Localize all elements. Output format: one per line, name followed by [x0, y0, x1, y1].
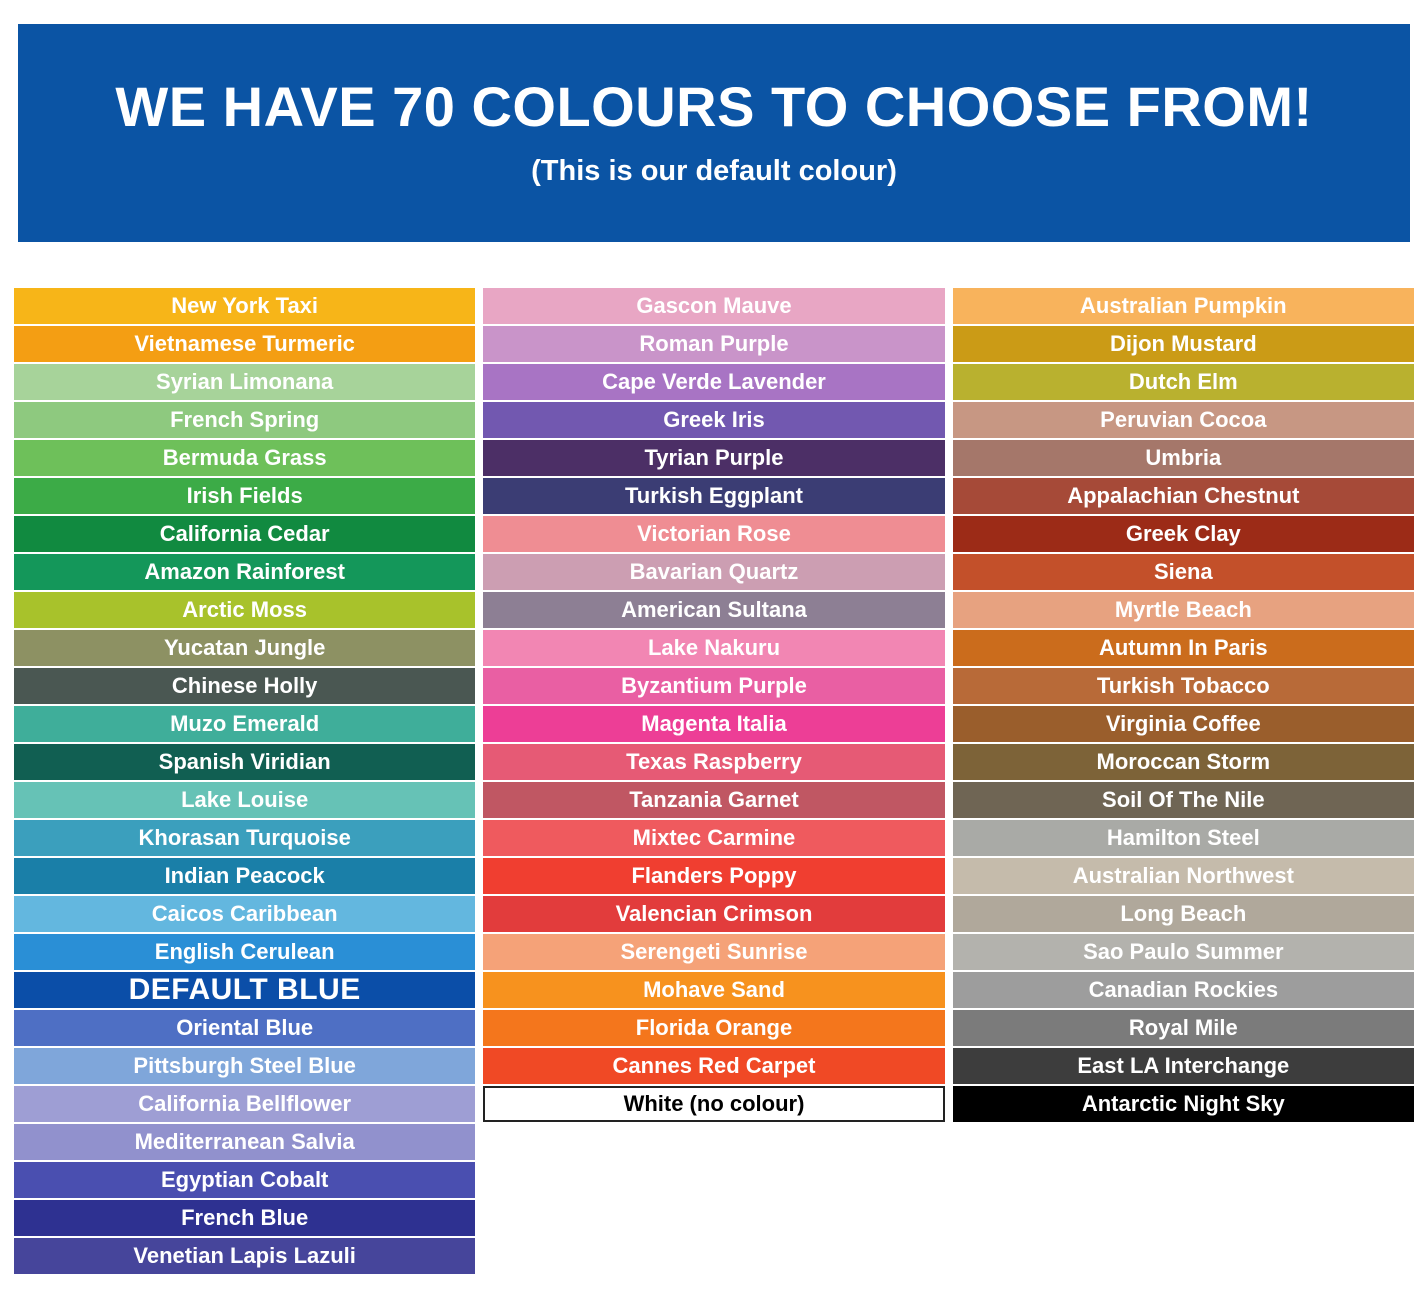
colour-swatch[interactable] — [953, 858, 1414, 894]
colour-swatch-label: Soil Of The Nile — [1102, 787, 1265, 812]
colour-swatch[interactable] — [14, 1048, 475, 1084]
colour-swatch[interactable] — [14, 858, 475, 894]
colour-swatch-label: DEFAULT BLUE — [128, 973, 361, 1006]
colour-swatch-label: California Bellflower — [138, 1091, 352, 1116]
colour-swatch-label: Tanzania Garnet — [629, 787, 799, 812]
colour-swatch-label: Florida Orange — [635, 1015, 793, 1040]
colour-swatch-label: White (no colour) — [623, 1091, 805, 1116]
colour-swatch[interactable] — [14, 1238, 475, 1274]
colour-swatch-label: Long Beach — [1120, 901, 1247, 926]
swatch-column-2 — [483, 288, 944, 1274]
colour-swatch-label: Myrtle Beach — [1114, 597, 1252, 622]
colour-swatch-label: English Cerulean — [154, 939, 335, 964]
colour-swatch[interactable] — [14, 364, 475, 400]
colour-swatch[interactable] — [14, 478, 475, 514]
colour-swatch[interactable] — [14, 288, 475, 324]
colour-swatch[interactable] — [953, 288, 1414, 324]
colour-swatch-label: Autumn In Paris — [1098, 635, 1268, 660]
colour-swatch[interactable] — [483, 288, 944, 324]
colour-swatch-label: Serengeti Sunrise — [620, 939, 808, 964]
colour-swatch[interactable] — [483, 402, 944, 438]
colour-swatch[interactable] — [14, 1162, 475, 1198]
swatch-column-1 — [14, 288, 475, 1274]
colour-swatch-label: Khorasan Turquoise — [138, 825, 351, 850]
header-banner — [18, 24, 1410, 242]
page-title: WE HAVE 70 COLOURS TO CHOOSE FROM! — [115, 75, 1313, 139]
colour-swatch[interactable] — [953, 744, 1414, 780]
colour-swatch[interactable] — [483, 820, 944, 856]
colour-swatch-label: Flanders Poppy — [631, 863, 797, 888]
colour-swatch-label: Lake Louise — [181, 787, 309, 812]
colour-swatch-label: Bavarian Quartz — [629, 559, 799, 584]
colour-swatch-label: Egyptian Cobalt — [160, 1167, 329, 1192]
colour-swatch-label: East LA Interchange — [1077, 1053, 1290, 1078]
colour-swatch[interactable] — [953, 782, 1414, 818]
colour-swatch[interactable] — [14, 896, 475, 932]
swatch-column-3 — [953, 288, 1414, 1274]
colour-swatch-label: Peruvian Cocoa — [1100, 407, 1267, 432]
colour-swatch[interactable] — [14, 782, 475, 818]
colour-swatch-label: Mixtec Carmine — [632, 825, 796, 850]
colour-swatch-label: Turkish Tobacco — [1096, 673, 1270, 698]
colour-swatch[interactable] — [483, 440, 944, 476]
colour-swatch[interactable] — [483, 896, 944, 932]
colour-swatch[interactable] — [14, 1086, 475, 1122]
colour-swatch[interactable] — [14, 440, 475, 476]
colour-swatch-label: Australian Northwest — [1072, 863, 1294, 888]
colour-swatch-label: Byzantium Purple — [621, 673, 807, 698]
colour-swatch-label: Lake Nakuru — [647, 635, 781, 660]
colour-swatch[interactable] — [953, 820, 1414, 856]
colour-swatch-label: Oriental Blue — [176, 1015, 314, 1040]
colour-swatch-label: Greek Clay — [1125, 521, 1241, 546]
colour-swatch-label: Canadian Rockies — [1088, 977, 1279, 1002]
colour-swatch[interactable] — [483, 630, 944, 666]
colour-swatch-label: Appalachian Chestnut — [1067, 483, 1300, 508]
colour-swatch-label: Spanish Viridian — [158, 749, 331, 774]
colour-swatch-label: Yucatan Jungle — [163, 635, 326, 660]
colour-swatch-label: Victorian Rose — [637, 521, 791, 546]
colour-swatch-label: Valencian Crimson — [615, 901, 813, 926]
colour-swatch-label: Australian Pumpkin — [1080, 293, 1287, 318]
colour-swatch-label: French Spring — [170, 407, 320, 432]
colour-swatch[interactable] — [953, 592, 1414, 628]
colour-swatch[interactable] — [483, 592, 944, 628]
colour-swatch[interactable] — [14, 668, 475, 704]
colour-swatch-label: New York Taxi — [171, 293, 319, 318]
colour-swatch[interactable] — [14, 592, 475, 628]
colour-swatch[interactable] — [483, 972, 944, 1008]
colour-swatch[interactable] — [14, 402, 475, 438]
colour-swatch-label: Antarctic Night Sky — [1081, 1091, 1285, 1116]
colour-swatch-label: Texas Raspberry — [626, 749, 802, 774]
colour-swatch-label: Cape Verde Lavender — [602, 369, 826, 394]
colour-swatch[interactable] — [953, 630, 1414, 666]
colour-swatch[interactable] — [14, 1010, 475, 1046]
colour-swatch-label: Syrian Limonana — [156, 369, 334, 394]
page-subtitle: (This is our default colour) — [531, 154, 897, 187]
colour-swatch-label: Sao Paulo Summer — [1083, 939, 1284, 964]
colour-swatch[interactable] — [14, 630, 475, 666]
colour-swatch[interactable] — [14, 1200, 475, 1236]
colour-swatch[interactable] — [953, 554, 1414, 590]
colour-swatch-label: Venetian Lapis Lazuli — [133, 1243, 356, 1268]
colour-swatch-label: Dijon Mustard — [1109, 331, 1257, 356]
colour-swatch[interactable] — [953, 668, 1414, 704]
colour-swatch[interactable] — [483, 706, 944, 742]
colour-swatch[interactable] — [953, 934, 1414, 970]
colour-swatch[interactable] — [14, 820, 475, 856]
colour-swatch[interactable] — [483, 478, 944, 514]
colour-swatch-label: Hamilton Steel — [1106, 825, 1260, 850]
colour-swatch[interactable] — [953, 896, 1414, 932]
colour-swatch-label: Muzo Emerald — [170, 711, 320, 736]
colour-swatch-label: Magenta Italia — [641, 711, 787, 736]
colour-swatch-label: Cannes Red Carpet — [612, 1053, 816, 1078]
colour-swatch-label: Indian Peacock — [164, 863, 325, 888]
colour-swatch-label: French Blue — [181, 1205, 309, 1230]
colour-swatch-label: Irish Fields — [186, 483, 303, 508]
colour-swatch[interactable] — [14, 516, 475, 552]
colour-swatch[interactable] — [483, 782, 944, 818]
colour-swatch-label: Roman Purple — [639, 331, 789, 356]
colour-swatch-label: Gascon Mauve — [636, 293, 792, 318]
colour-swatch-label: Moroccan Storm — [1096, 749, 1271, 774]
colour-swatch[interactable] — [14, 554, 475, 590]
colour-swatch[interactable] — [953, 1010, 1414, 1046]
colour-swatch[interactable] — [953, 440, 1414, 476]
colour-swatch-label: Turkish Eggplant — [624, 483, 804, 508]
colour-swatch[interactable] — [14, 744, 475, 780]
colour-swatch[interactable] — [953, 364, 1414, 400]
colour-swatch[interactable] — [483, 934, 944, 970]
colour-swatch[interactable] — [483, 326, 944, 362]
colour-swatch-label: California Cedar — [159, 521, 330, 546]
colour-swatch[interactable] — [483, 1086, 944, 1122]
colour-swatch-label: Virginia Coffee — [1105, 711, 1261, 736]
colour-swatch-label: Arctic Moss — [182, 597, 308, 622]
colour-swatch-label: Chinese Holly — [171, 673, 318, 698]
colour-swatch-label: Tyrian Purple — [644, 445, 784, 470]
colour-swatch-label: Siena — [1153, 559, 1213, 584]
colour-swatch[interactable] — [483, 858, 944, 894]
colour-swatch-label: Caicos Caribbean — [151, 901, 338, 926]
colour-swatch[interactable] — [483, 668, 944, 704]
colour-swatch[interactable] — [953, 478, 1414, 514]
colour-swatch[interactable] — [953, 1048, 1414, 1084]
colour-swatch[interactable] — [483, 1048, 944, 1084]
colour-swatch-label: Pittsburgh Steel Blue — [133, 1053, 356, 1078]
colour-swatch-label: Vietnamese Turmeric — [134, 331, 355, 356]
colour-swatch-label: Royal Mile — [1128, 1015, 1238, 1040]
colour-swatch-label: Greek Iris — [663, 407, 765, 432]
colour-swatch[interactable] — [14, 1124, 475, 1160]
colour-swatch[interactable] — [953, 402, 1414, 438]
colour-swatch[interactable] — [14, 972, 475, 1008]
colour-swatch-label: American Sultana — [621, 597, 807, 622]
colour-swatch-label: Dutch Elm — [1128, 369, 1238, 394]
colour-swatch[interactable] — [483, 1010, 944, 1046]
colour-swatch[interactable] — [953, 1086, 1414, 1122]
colour-swatch-label: Mohave Sand — [643, 977, 785, 1002]
colour-swatch[interactable] — [14, 934, 475, 970]
colour-swatch[interactable] — [953, 326, 1414, 362]
colour-swatch-label: Umbria — [1145, 445, 1222, 470]
colour-swatch-label: Amazon Rainforest — [144, 559, 345, 584]
colour-swatch[interactable] — [14, 706, 475, 742]
colour-swatch[interactable] — [953, 706, 1414, 742]
colour-swatch[interactable] — [14, 326, 475, 362]
colour-swatch-label: Mediterranean Salvia — [134, 1129, 355, 1154]
colour-swatch[interactable] — [483, 554, 944, 590]
colour-swatch-label: Bermuda Grass — [162, 445, 327, 470]
colour-swatch[interactable] — [483, 364, 944, 400]
colour-swatch[interactable] — [483, 744, 944, 780]
colour-swatch[interactable] — [953, 516, 1414, 552]
colour-swatch[interactable] — [483, 516, 944, 552]
swatch-grid — [14, 288, 1414, 1274]
colour-swatch[interactable] — [953, 972, 1414, 1008]
